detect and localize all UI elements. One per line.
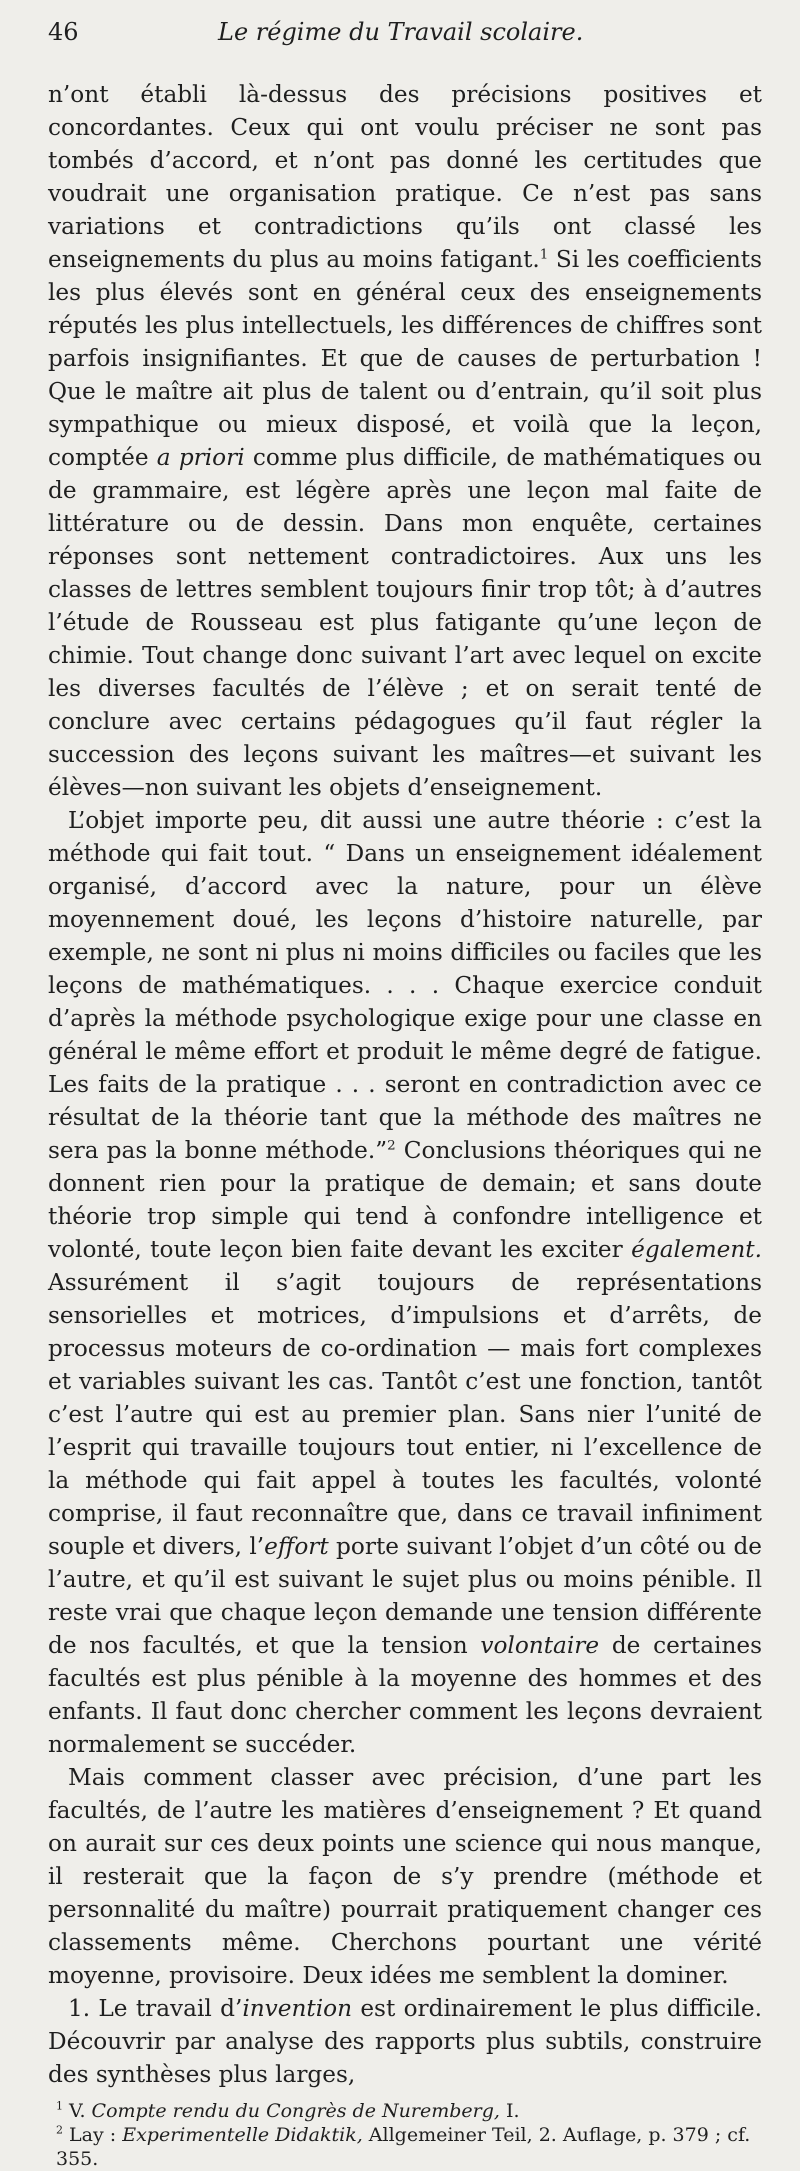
text-run: Mais comment classer avec précision, d’une part les facultés, de l’autre les matières d’enseignement ? Et quand on aurait sur ces deux points une science qui nous manque, il resterait que la façon de s’y prendre (méthode et personnalité du maître) pourrait pratiquement changer ces classements même. Cherchons pourtant une vérité moyenne, provisoire. Deux idées me semblent la dominer. — [48, 1764, 762, 1989]
page-header — [48, 18, 762, 78]
paragraph — [48, 1761, 762, 1992]
text-run: V. — [63, 2100, 92, 2122]
text-run: Lay : — [63, 2124, 123, 2146]
text-run: 1. Le travail d’ — [68, 1995, 243, 2022]
text-run: est ordinairement le plus difficile. Découvrir par analyse des rapports plus subtils, construire des synthèses plus larges, — [48, 1995, 762, 2088]
body-text — [48, 78, 762, 2091]
text-run: n’ont établi là-dessus des précisions positives et concordantes. Ceux qui ont voulu préciser ne sont pas tombés d’accord, et n’ont pas donné les certitudes que voudrait une organisation pratique. Ce n’est pas sans variations et contradictions qu’ils ont classé les enseignements du plus au moins fatigant. — [48, 81, 762, 273]
italic-text: effort — [264, 1533, 329, 1560]
paragraph — [48, 1992, 762, 2091]
italic-text: volontaire — [480, 1632, 600, 1659]
text-run: L’objet importe peu, dit aussi une autre théorie : c’est la méthode qui fait tout. “ Dans un enseignement idéalement organisé, d’accord avec la nature, pour un élève moyennement doué, les leçons d’histoire naturelle, par exemple, ne sont ni plus ni moins difficiles ou faciles que les leçons de mathématiques. . . . Chaque exercice conduit d’après la méthode psychologique exige pour une classe en général le même effort et produit le même degré de fatigue. Les faits de la pratique . . . seront en contradiction avec ce résultat de la théorie tant que la méthode des maîtres ne sera pas la bonne méthode.” — [48, 807, 762, 1164]
footnote-marker: 2 — [387, 1138, 396, 1154]
italic-text: Experimentelle Didaktik, — [122, 2124, 363, 2146]
text-run: Si les coefficients les plus élevés sont en général ceux des enseignements réputés les plus intellectuels, les différences de chiffres sont parfois insignifiantes. Et que de causes de perturbation ! Que le maître ait plus de talent ou d’entrain, qu’il soit plus sympathique ou mieux disposé, et voilà que la leçon, comptée — [48, 246, 762, 471]
text-run: de certaines facultés est plus pénible à la moyenne des hommes et des enfants. Il faut donc chercher comment les leçons devraient normalement se succéder. — [48, 1632, 763, 1758]
footnote — [48, 2123, 762, 2171]
paragraph — [48, 78, 762, 804]
italic-text: également. — [631, 1236, 762, 1263]
footnote — [48, 2099, 762, 2123]
text-run: porte suivant l’objet d’un côté ou de l’autre, et qu’il est suivant le sujet plus ou moins pénible. Il reste vrai que chaque leçon demande une tension différente de nos facultés, et que la tension — [48, 1533, 763, 1659]
italic-text: invention — [242, 1995, 353, 2022]
text-run: comme plus difficile, de mathématiques ou de grammaire, est légère après une leçon mal faite de littérature ou de dessin. Dans mon enquête, certaines réponses sont nettement contradictoires. Aux uns les classes de lettres semblent toujours finir trop tôt; à d’autres l’étude de Rousseau est plus fatigante qu’une leçon de chimie. Tout change donc suivant l’art avec lequel on excite les diverses facultés de l’élève ; et on serait tenté de conclure avec certains pédagogues qu’il faut régler la succession des leçons suivant les maîtres—et suivant les élèves—non suivant les objets d’enseignement. — [48, 444, 762, 801]
footnote-marker: 1 — [539, 247, 549, 263]
text-run: Allgemeiner Teil, 2. Auflage, p. 379 ; cf. 355. — [56, 2124, 751, 2170]
paragraph — [48, 804, 762, 1761]
text-run: Conclusions théoriques qui ne donnent rien pour la pratique de demain; et sans doute théorie trop simple qui tend à confondre intelligence et volonté, toute leçon bien faite devant les exciter — [48, 1137, 762, 1263]
footnote-marker: 1 — [56, 2099, 64, 2113]
footnotes — [48, 2099, 762, 2171]
italic-text: a priori — [156, 444, 245, 471]
running-title: Le régime du Travail scolaire. — [218, 18, 584, 46]
page-number: 46 — [48, 18, 79, 46]
text-run: I. — [499, 2100, 520, 2122]
footnote-marker: 2 — [56, 2123, 64, 2137]
italic-text: Compte rendu du Congrès de Nuremberg, — [91, 2100, 500, 2122]
text-run: Assurément il s’agit toujours de représentations sensorielles et motrices, d’impulsions et d’arrêts, de processus moteurs de co-ordination — mais fort complexes et variables suivant les cas. Tantôt c’est une fonction, tantôt c’est l’autre qui est au premier plan. Sans nier l’unité de l’esprit qui travaille toujours tout entier, ni l’excellence de la méthode qui fait appel à toutes les facultés, volonté comprise, il faut reconnaître que, dans ce travail infiniment souple et divers, l’ — [48, 1269, 762, 1560]
